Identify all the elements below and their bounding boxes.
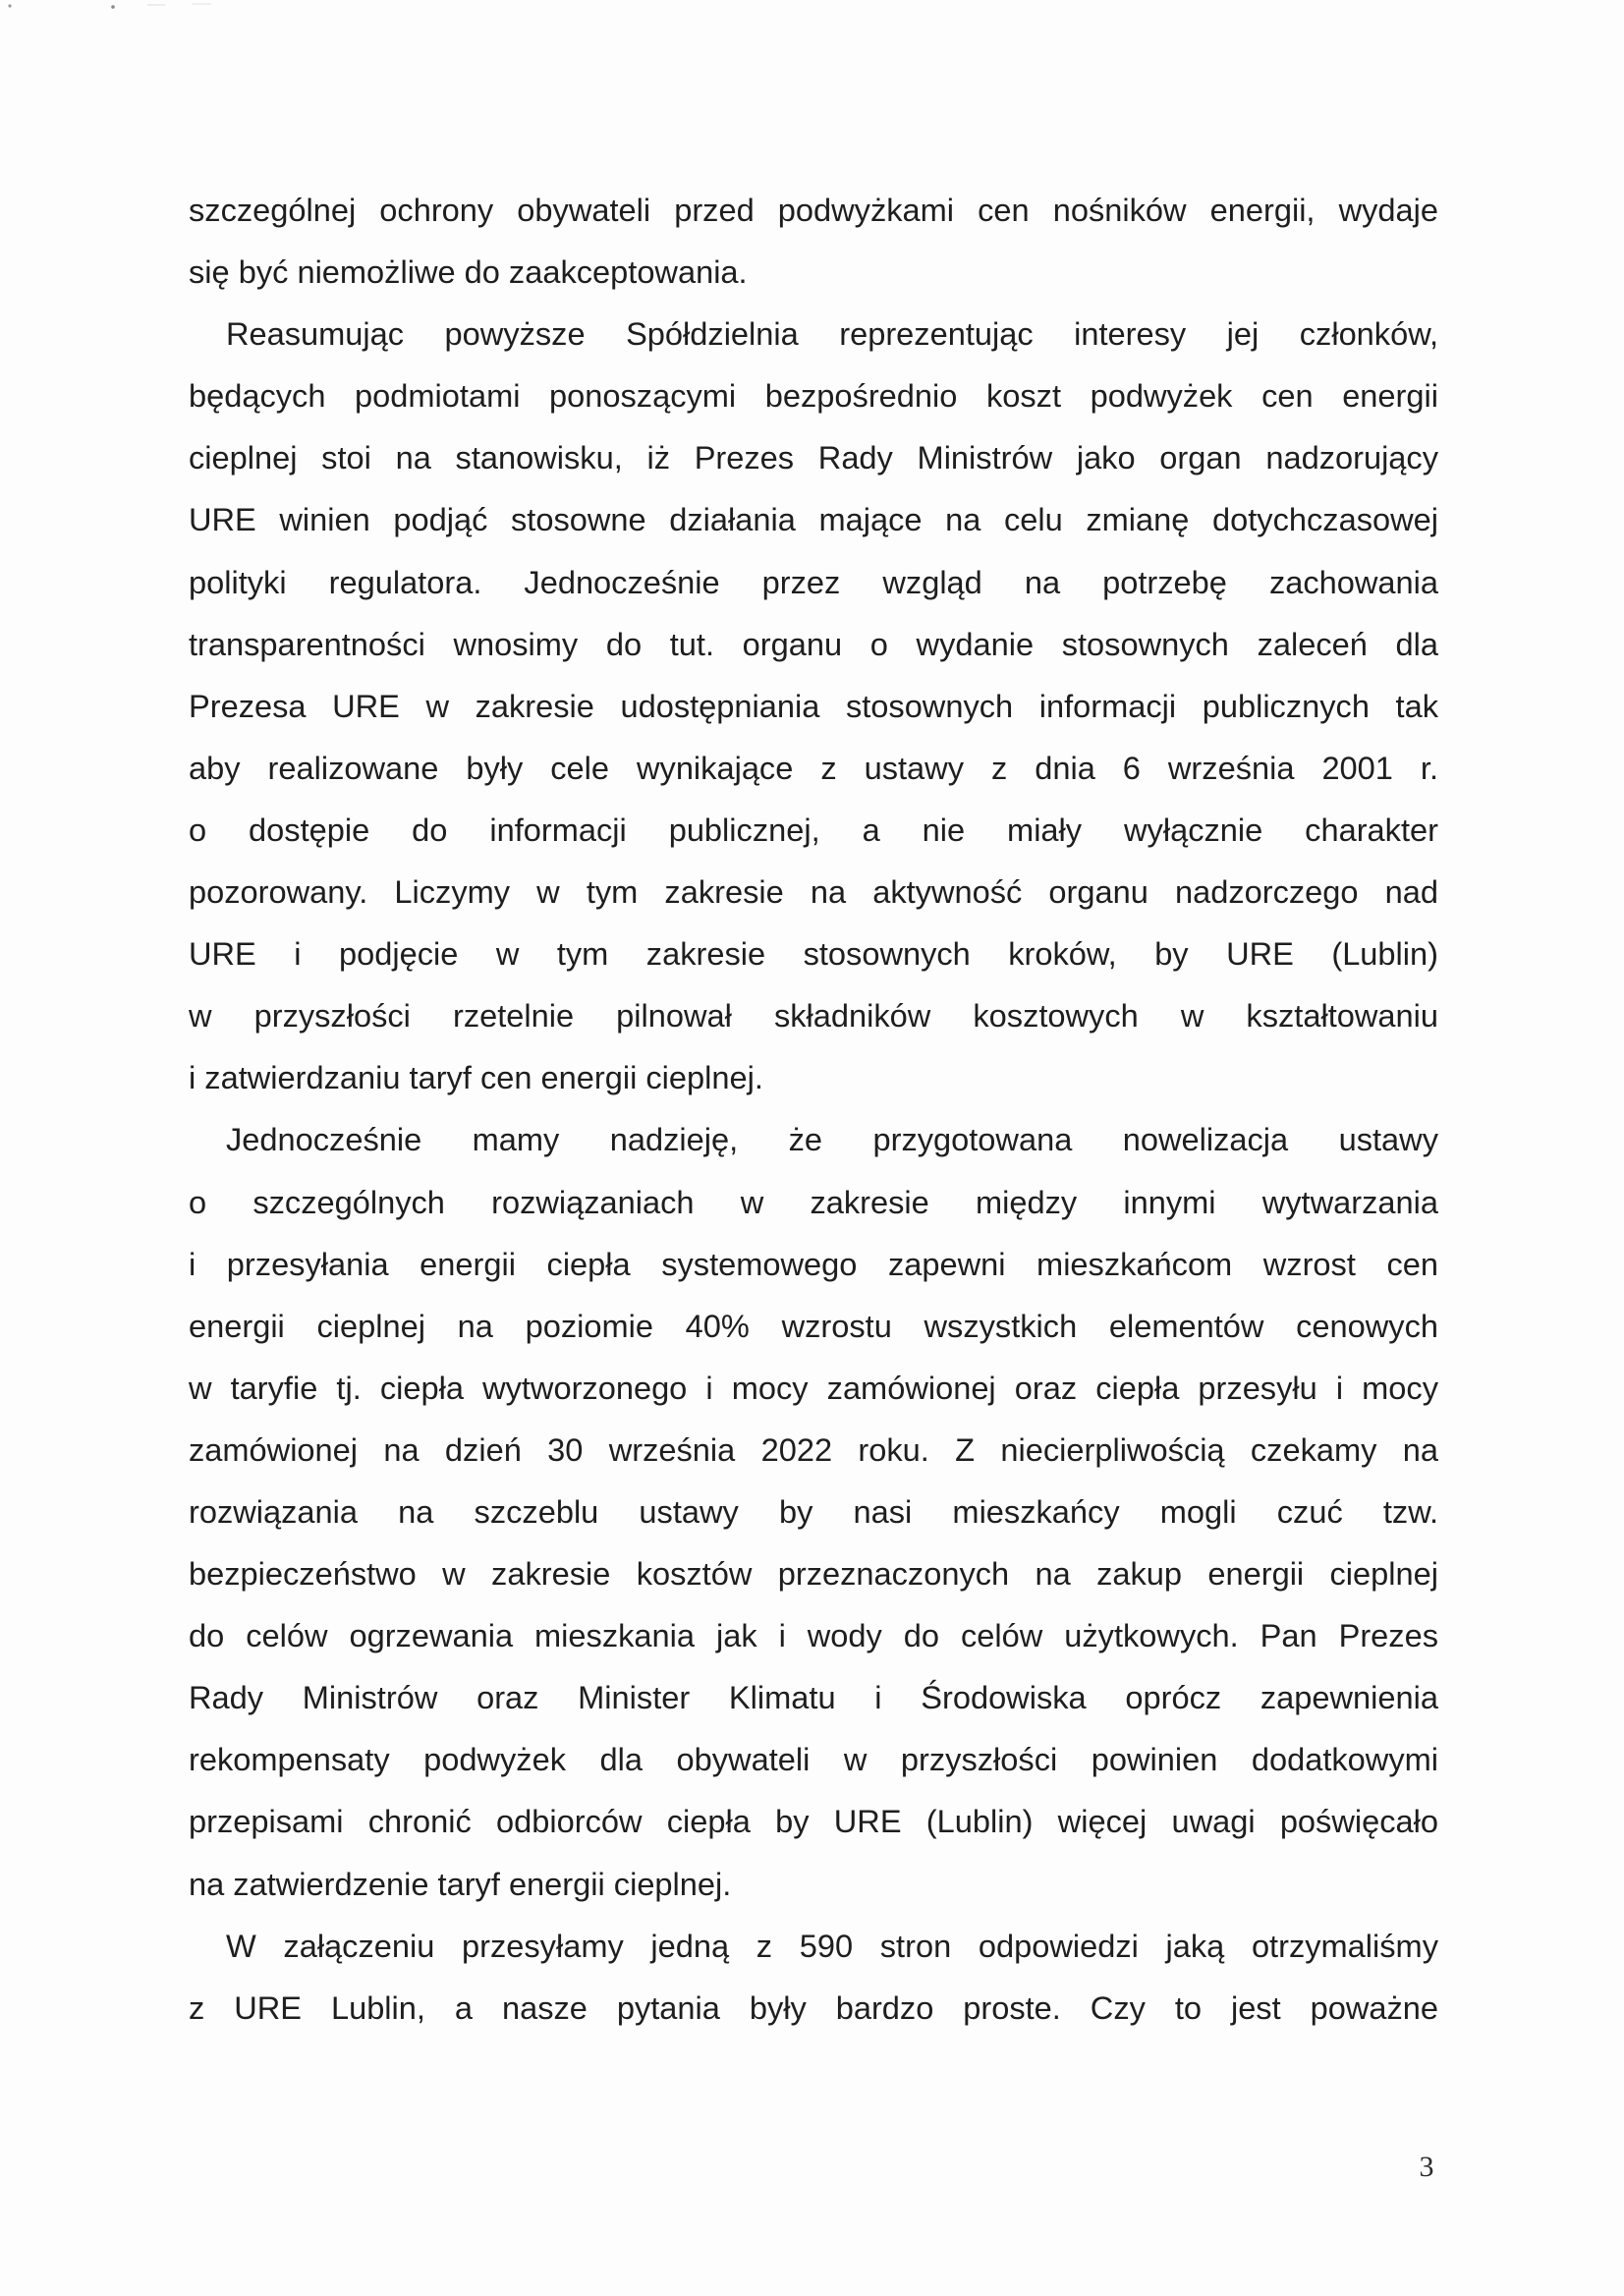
text-line: Rady Ministrów oraz Minister Klimatu i Środowiska oprócz zapewnienia [189, 1679, 1438, 1716]
text-line: i zatwierdzaniu taryf cen energii cieplnej. [189, 1059, 763, 1096]
text-line: w taryfie tj. ciepła wytworzonego i mocy zamówionej oraz ciepła przesyłu i mocy [189, 1369, 1438, 1406]
text-line: w przyszłości rzetelnie pilnował składników kosztowych w kształtowaniu [189, 997, 1438, 1035]
text-line: o dostępie do informacji publicznej, a nie miały wyłącznie charakter [189, 811, 1438, 848]
text-line: rekompensaty podwyżek dla obywateli w przyszłości powinien dodatkowymi [189, 1741, 1438, 1778]
text-line: Reasumując powyższe Spółdzielnia reprezentując interesy jej członków, [226, 315, 1438, 353]
text-line: będących podmiotami ponoszącymi bezpośrednio koszt podwyżek cen energii [189, 377, 1438, 415]
text-line: polityki regulatora. Jednocześnie przez wzgląd na potrzebę zachowania [189, 563, 1438, 600]
text-line: energii cieplnej na poziomie 40% wzrostu wszystkich elementów cenowych [189, 1307, 1438, 1344]
text-line: z URE Lublin, a nasze pytania były bardzo proste. Czy to jest poważne [189, 1988, 1438, 2026]
text-line: transparentności wnosimy do tut. organu o wydanie stosownych zaleceń dla [189, 625, 1438, 662]
text-line: zamówionej na dzień 30 września 2022 roku. Z niecierpliwością czekamy na [189, 1430, 1438, 1468]
text-line: do celów ogrzewania mieszkania jak i wody do celów użytkowych. Pan Prezes [189, 1617, 1438, 1654]
letter-body [189, 179, 1438, 2039]
text-line: cieplnej stoi na stanowisku, iż Prezes Rady Ministrów jako organ nadzorujący [189, 439, 1438, 476]
text-line: Prezesa URE w zakresie udostępniania stosownych informacji publicznych tak [189, 687, 1438, 724]
text-line: W załączeniu przesyłamy jedną z 590 stron odpowiedzi jaką otrzymaliśmy [226, 1927, 1438, 1964]
text-line: na zatwierdzenie taryf energii cieplnej. [189, 1865, 732, 1902]
text-line: URE winien podjąć stosowne działania mające na celu zmianę dotychczasowej [189, 501, 1438, 538]
text-line: bezpieczeństwo w zakresie kosztów przeznaczonych na zakup energii cieplnej [189, 1555, 1438, 1593]
text-line: aby realizowane były cele wynikające z ustawy z dnia 6 września 2001 r. [189, 749, 1438, 786]
text-line: się być niemożliwe do zaakceptowania. [189, 253, 748, 291]
text-line: Jednocześnie mamy nadzieję, że przygotowana nowelizacja ustawy [226, 1121, 1438, 1158]
text-line: URE i podjęcie w tym zakresie stosownych kroków, by URE (Lublin) [189, 935, 1438, 973]
text-line: pozorowany. Liczymy w tym zakresie na aktywność organu nadzorczego nad [189, 873, 1438, 911]
text-line: i przesyłania energii ciepła systemowego zapewni mieszkańcom wzrost cen [189, 1245, 1438, 1282]
text-line: o szczególnych rozwiązaniach w zakresie między innymi wytwarzania [189, 1183, 1438, 1220]
text-line: rozwiązania na szczeblu ustawy by nasi mieszkańcy mogli czuć tzw. [189, 1492, 1438, 1530]
page-number: 3 [1419, 2151, 1434, 2183]
scan-artifact-marks [0, 0, 236, 20]
text-line: szczególnej ochrony obywateli przed podwyżkami cen nośników energii, wydaje [189, 192, 1438, 228]
text-line: przepisami chronić odbiorców ciepła by URE (Lublin) więcej uwagi poświęcało [189, 1803, 1438, 1840]
